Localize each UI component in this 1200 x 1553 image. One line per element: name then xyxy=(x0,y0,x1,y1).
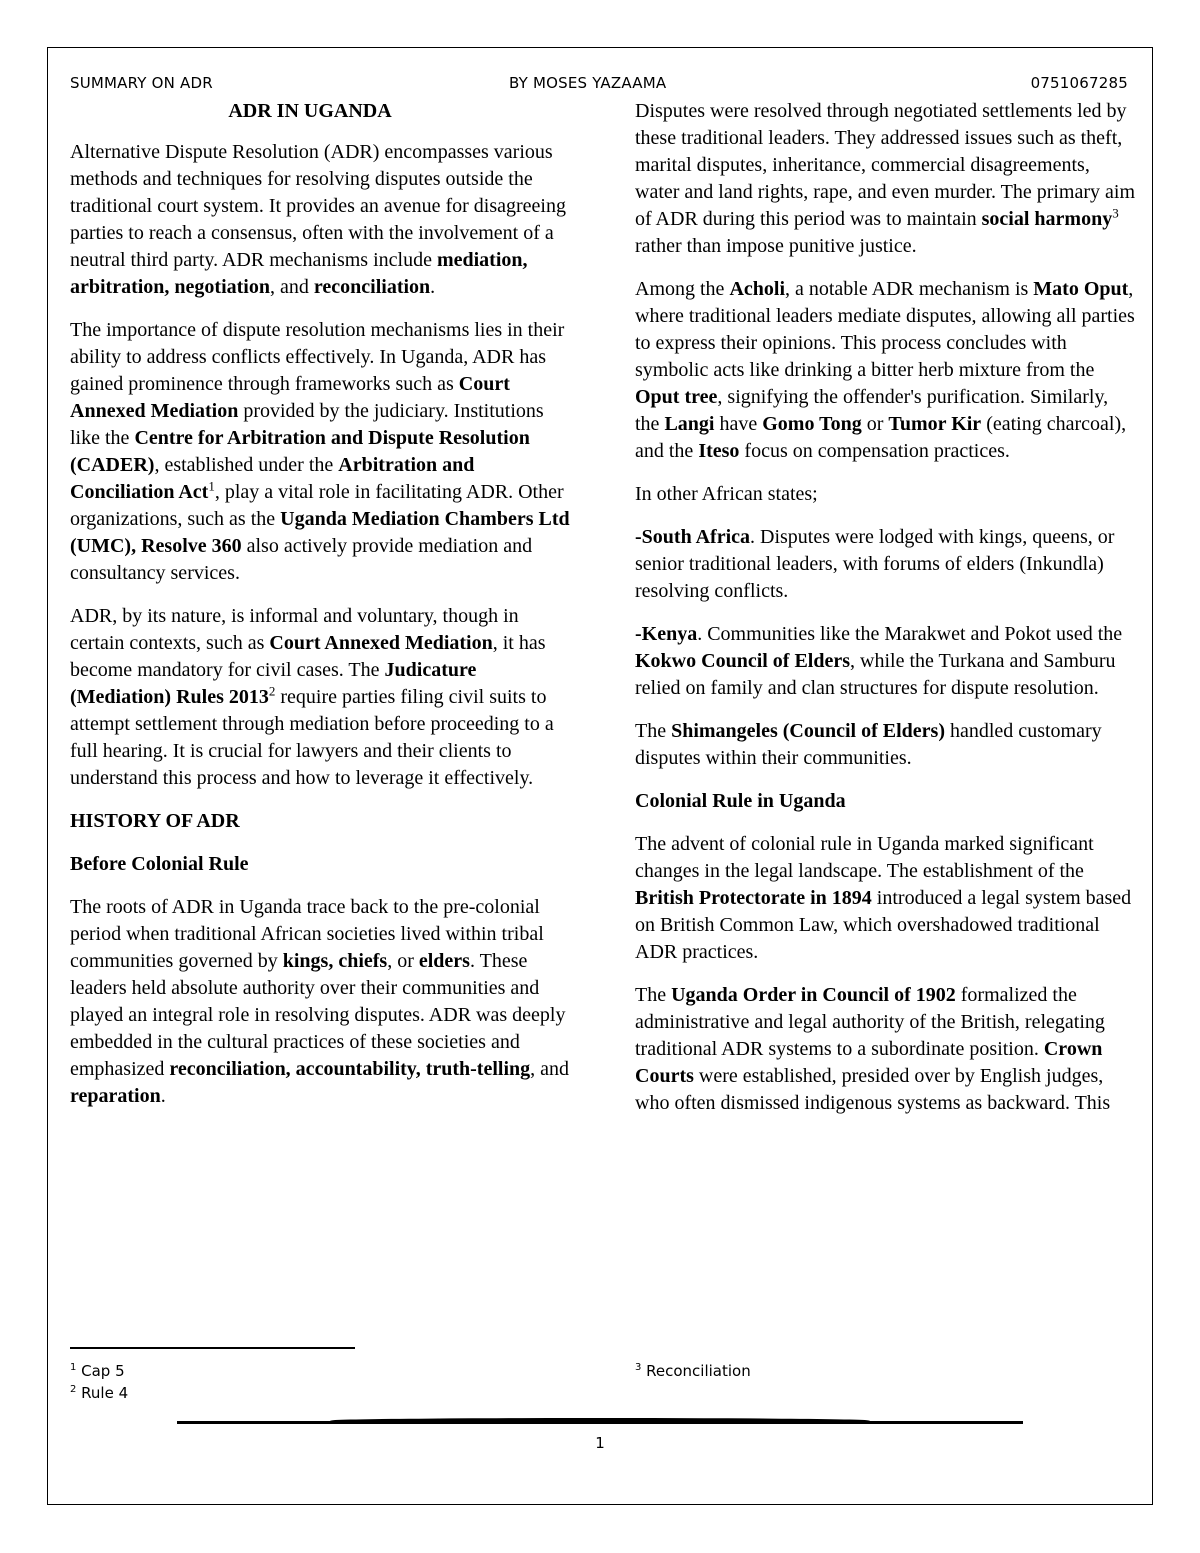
paragraph xyxy=(635,831,1135,966)
bold-term: Centre for Arbitration and Dispute Resolution (CADER) xyxy=(70,427,530,476)
bold-term: -Kenya xyxy=(635,623,698,645)
text-run: , play a vital role in facilitating ADR. Other organizations, such as the xyxy=(70,481,564,530)
text-run: , while the Turkana and Samburu relied on family and clan structures for dispute resolution. xyxy=(635,650,1116,699)
footnote-1 xyxy=(70,1360,125,1382)
text-run: were established, presided over by English judges, who often dismissed indigenous systems as backward. This xyxy=(635,1065,1111,1114)
text-run: . Communities like the Marakwet and Pokot used the xyxy=(697,623,1123,645)
bold-term: Uganda Mediation Chambers Ltd (UMC), Resolve 360 xyxy=(70,508,570,557)
bold-term: Langi xyxy=(664,413,715,435)
footnote-1-number: 1 xyxy=(70,1362,77,1373)
text-run: have xyxy=(714,413,763,435)
footnote-1-text: Cap 5 xyxy=(76,1362,125,1380)
text-run: , where traditional leaders mediate disputes, allowing all parties to express their opinions. This process concludes with symbolic acts like drinking a bitter herb mixture from the xyxy=(635,278,1135,381)
bold-term: reparation xyxy=(70,1085,161,1107)
bold-term: Judicature (Mediation) Rules 2013 xyxy=(70,659,477,708)
header-left: SUMMARY ON ADR xyxy=(70,74,213,92)
text-run: introduced a legal system based on British Common Law, which overshadowed traditional ADR practices. xyxy=(635,887,1132,963)
footnote-separator xyxy=(70,1347,355,1349)
subsection-heading: Colonial Rule in Uganda xyxy=(635,790,846,812)
text-run: provided by the judiciary. Institutions like the xyxy=(70,400,544,449)
text-run: In other African states; xyxy=(635,483,818,505)
footnote-3-text: Reconciliation xyxy=(641,1362,751,1380)
paragraph xyxy=(635,481,1135,508)
paragraph xyxy=(70,317,570,587)
text-run: , and xyxy=(530,1058,570,1080)
text-run: focus on compensation practices. xyxy=(739,440,1010,462)
text-run: , signifying the offender's purification. Similarly, the xyxy=(635,386,1109,435)
paragraph xyxy=(635,982,1135,1117)
document-title: ADR IN UGANDA xyxy=(228,100,392,122)
text-run: The xyxy=(635,984,672,1006)
text-run: ADR, by its nature, is informal and voluntary, though in certain contexts, such as xyxy=(70,605,519,654)
footer-rule-accent xyxy=(330,1418,870,1423)
text-run: , established under the xyxy=(154,454,339,476)
paragraph xyxy=(635,621,1135,702)
text-run: , a notable ADR mechanism is xyxy=(785,278,1034,300)
paragraph xyxy=(70,139,570,301)
section-heading: HISTORY OF ADR xyxy=(70,810,240,832)
footnote-reference: 1 xyxy=(208,478,215,494)
footnote-3 xyxy=(635,1360,751,1382)
text-run: , or xyxy=(387,950,419,972)
header-center: BY MOSES YAZAAMA xyxy=(509,74,667,92)
footnote-2-number: 2 xyxy=(70,1384,77,1395)
text-run: . xyxy=(160,1085,166,1107)
bold-term: Iteso xyxy=(698,440,740,462)
text-run: . Disputes were lodged with kings, queens, or senior traditional leaders, with forums of elders (Inkundla) resolving conflicts. xyxy=(635,526,1115,602)
right-column xyxy=(635,98,1135,1133)
bold-term: reconciliation, accountability, truth-telling xyxy=(169,1058,531,1080)
bold-term: reconciliation xyxy=(313,276,431,298)
bold-term: elders xyxy=(418,950,470,972)
text-run: , and xyxy=(270,276,314,298)
bold-term: Mato Oput xyxy=(1033,278,1129,300)
text-run: The xyxy=(635,720,672,742)
text-run: , it has become mandatory for civil cases. The xyxy=(70,632,546,681)
subsection-heading: Before Colonial Rule xyxy=(70,853,249,875)
bold-term: Kokwo Council of Elders xyxy=(635,650,851,672)
text-run: Alternative Dispute Resolution (ADR) encompasses various methods and techniques for resolving disputes outside the traditional court system. It provides an avenue for disagreeing parties to reach a consensus, often with the involvement of a neutral third party. ADR mechanisms include xyxy=(70,141,566,271)
paragraph xyxy=(70,894,570,1110)
text-run: or xyxy=(861,413,889,435)
page-number: 1 xyxy=(595,1434,605,1452)
paragraph xyxy=(70,603,570,792)
text-run: require parties filing civil suits to attempt settlement through mediation before proceeding to a full hearing. It is crucial for lawyers and their clients to understand this process and how to leverage it effectively. xyxy=(70,686,554,789)
bold-term: Court Annexed Mediation xyxy=(70,373,510,422)
text-run: The importance of dispute resolution mechanisms lies in their ability to address conflicts effectively. In Uganda, ADR has gained prominence through frameworks such as xyxy=(70,319,565,395)
bold-term: social harmony xyxy=(981,208,1113,230)
bold-term: -South Africa xyxy=(635,526,750,548)
footnote-reference: 2 xyxy=(268,683,276,699)
text-run: (eating charcoal), and the xyxy=(635,413,1127,462)
text-run: . xyxy=(430,276,436,298)
text-run: . These leaders held absolute authority over their communities and played an integral role in resolving disputes. ADR was deeply embedded in the cultural practices of these societies and emphasized xyxy=(70,950,566,1080)
bold-term: Court Annexed Mediation xyxy=(269,632,493,654)
paragraph xyxy=(635,718,1135,772)
footnote-2-text: Rule 4 xyxy=(76,1384,129,1402)
text-run: The advent of colonial rule in Uganda marked significant changes in the legal landscape. The establishment of the xyxy=(635,833,1094,882)
bold-term: Arbitration and Conciliation Act xyxy=(70,454,475,503)
footnote-2 xyxy=(70,1382,128,1404)
text-run: formalized the administrative and legal authority of the British, relegating traditional ADR systems to a subordinate position. xyxy=(635,984,1105,1060)
text-run: Among the xyxy=(635,278,730,300)
footnote-reference: 3 xyxy=(1112,205,1119,221)
bold-term: Acholi xyxy=(729,278,785,300)
paragraph xyxy=(635,276,1135,465)
text-run: handled customary disputes within their communities. xyxy=(635,720,1102,769)
left-column xyxy=(70,98,570,1126)
bold-term: Oput tree xyxy=(635,386,718,408)
paragraph xyxy=(635,524,1135,605)
bold-term: Gomo Tong xyxy=(762,413,862,435)
bold-term: British Protectorate in 1894 xyxy=(635,887,872,909)
text-run: rather than impose punitive justice. xyxy=(635,235,917,257)
paragraph xyxy=(635,98,1135,260)
header-right: 0751067285 xyxy=(1030,74,1128,92)
bold-term: Tumor Kir xyxy=(888,413,982,435)
footnote-3-number: 3 xyxy=(635,1362,642,1373)
text-run: The roots of ADR in Uganda trace back to the pre-colonial period when traditional African societies lived within tribal communities governed by xyxy=(70,896,544,972)
bold-term: Crown Courts xyxy=(635,1038,1103,1087)
bold-term: kings, chiefs xyxy=(282,950,388,972)
text-run: Disputes were resolved through negotiated settlements led by these traditional leaders. They addressed issues such as theft, marital disputes, inheritance, commercial disagreements, water and land rights, rape, and even murder. The primary aim of ADR during this period was to maintain xyxy=(635,100,1136,230)
bold-term: Shimangeles (Council of Elders) xyxy=(671,720,945,742)
bold-term: Uganda Order in Council of 1902 xyxy=(671,984,956,1006)
text-run: also actively provide mediation and consultancy services. xyxy=(70,535,533,584)
bold-term: mediation, arbitration, negotiation xyxy=(70,249,528,298)
